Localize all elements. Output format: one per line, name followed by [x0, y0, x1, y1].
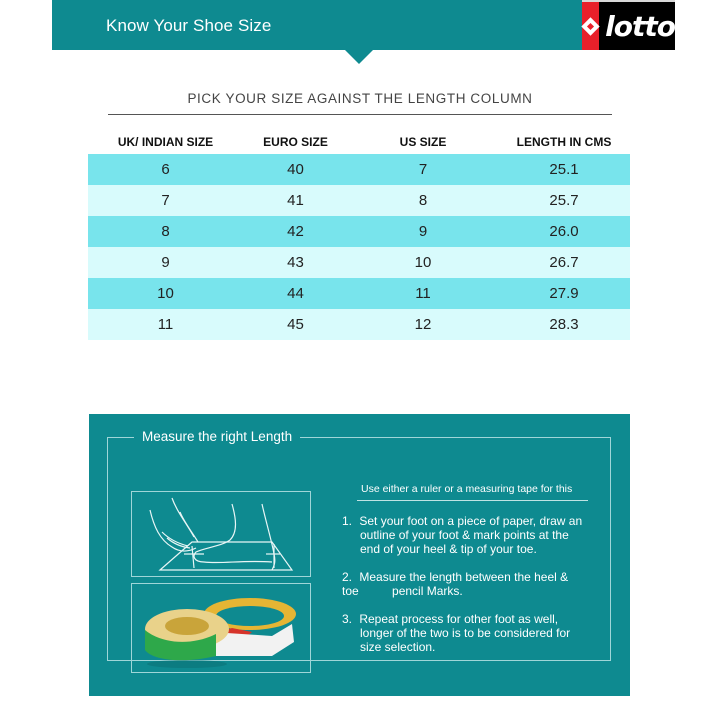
- divider: [108, 114, 612, 115]
- column-header: US SIZE: [399, 135, 447, 149]
- brand-name: lotto: [605, 9, 675, 43]
- step-text: outline of your foot & mark points at the: [360, 528, 569, 542]
- measuring-tape-image: [131, 583, 311, 673]
- table-row: [88, 247, 630, 278]
- table-row: [88, 216, 630, 247]
- column-header: EURO SIZE: [263, 135, 328, 149]
- table-row: [88, 185, 630, 216]
- table-header: [88, 130, 630, 154]
- table-row: [88, 154, 630, 185]
- foot-drawing-icon: [132, 492, 310, 576]
- cell-euro-size: 43: [287, 254, 304, 271]
- step-text: Set your foot on a piece of paper, draw an: [359, 514, 583, 528]
- step-text: Repeat process for other foot as well,: [359, 612, 559, 626]
- cell-us-size: 12: [414, 316, 432, 333]
- cell-length: 25.1: [549, 161, 579, 178]
- cell-us-size: 11: [415, 285, 431, 302]
- step-number: 2.: [342, 570, 353, 584]
- column-header: UK/ INDIAN SIZE: [117, 135, 214, 149]
- cell-us-size: 7: [418, 161, 428, 178]
- lotto-logo: [582, 0, 675, 50]
- step-number: 1.: [342, 514, 353, 528]
- diamond-icon: [581, 17, 599, 35]
- header-banner: [52, 0, 675, 50]
- cell-us-size: 9: [418, 223, 428, 240]
- measuring-tape-icon: [132, 584, 310, 672]
- cell-uk-size: 10: [157, 285, 174, 302]
- cell-length: 26.7: [549, 254, 579, 271]
- cell-length: 25.7: [549, 192, 579, 209]
- page-title: Know Your Shoe Size: [106, 16, 272, 35]
- table-row: [88, 309, 630, 340]
- cell-uk-size: 9: [161, 254, 170, 271]
- foot-outline-illustration: [131, 491, 311, 577]
- step-number: 3.: [342, 612, 353, 626]
- measure-title: Measure the right Length: [134, 429, 300, 444]
- cell-length: 28.3: [549, 316, 579, 333]
- column-header: LENGTH IN CMS: [516, 135, 612, 149]
- step-item: [342, 612, 602, 654]
- size-chart-subtitle: PICK YOUR SIZE AGAINST THE LENGTH COLUMN: [187, 91, 533, 106]
- step-item: [342, 570, 602, 598]
- cell-euro-size: 44: [287, 285, 304, 302]
- table-row: [88, 278, 630, 309]
- instruction-steps: [342, 514, 602, 668]
- step-text: Measure the length between the heel &: [359, 570, 569, 584]
- cell-uk-size: 7: [161, 192, 170, 209]
- cell-us-size: 8: [418, 192, 428, 209]
- logo-emblem: [582, 2, 599, 50]
- step-text: toe pencil Marks.: [342, 584, 463, 598]
- step-text: longer of the two is to be considered for: [360, 626, 571, 640]
- pointer-arrow-icon: [344, 49, 374, 64]
- cell-uk-size: 6: [161, 161, 170, 178]
- cell-euro-size: 40: [287, 161, 304, 178]
- cell-uk-size: 8: [161, 223, 170, 240]
- cell-uk-size: 11: [157, 316, 174, 333]
- size-table: [88, 130, 630, 340]
- cell-euro-size: 41: [287, 192, 304, 209]
- step-item: [342, 514, 602, 556]
- step-text: end of your heel & tip of your toe.: [360, 542, 537, 556]
- cell-us-size: 10: [414, 254, 432, 271]
- cell-length: 27.9: [549, 285, 579, 302]
- cell-euro-size: 45: [287, 316, 304, 333]
- cell-euro-size: 42: [287, 223, 304, 240]
- step-text: size selection.: [360, 640, 436, 654]
- measure-panel: [89, 414, 630, 696]
- instruction-intro: Use either a ruler or a measuring tape for this: [361, 483, 573, 495]
- divider: [357, 500, 588, 501]
- cell-length: 26.0: [549, 223, 579, 240]
